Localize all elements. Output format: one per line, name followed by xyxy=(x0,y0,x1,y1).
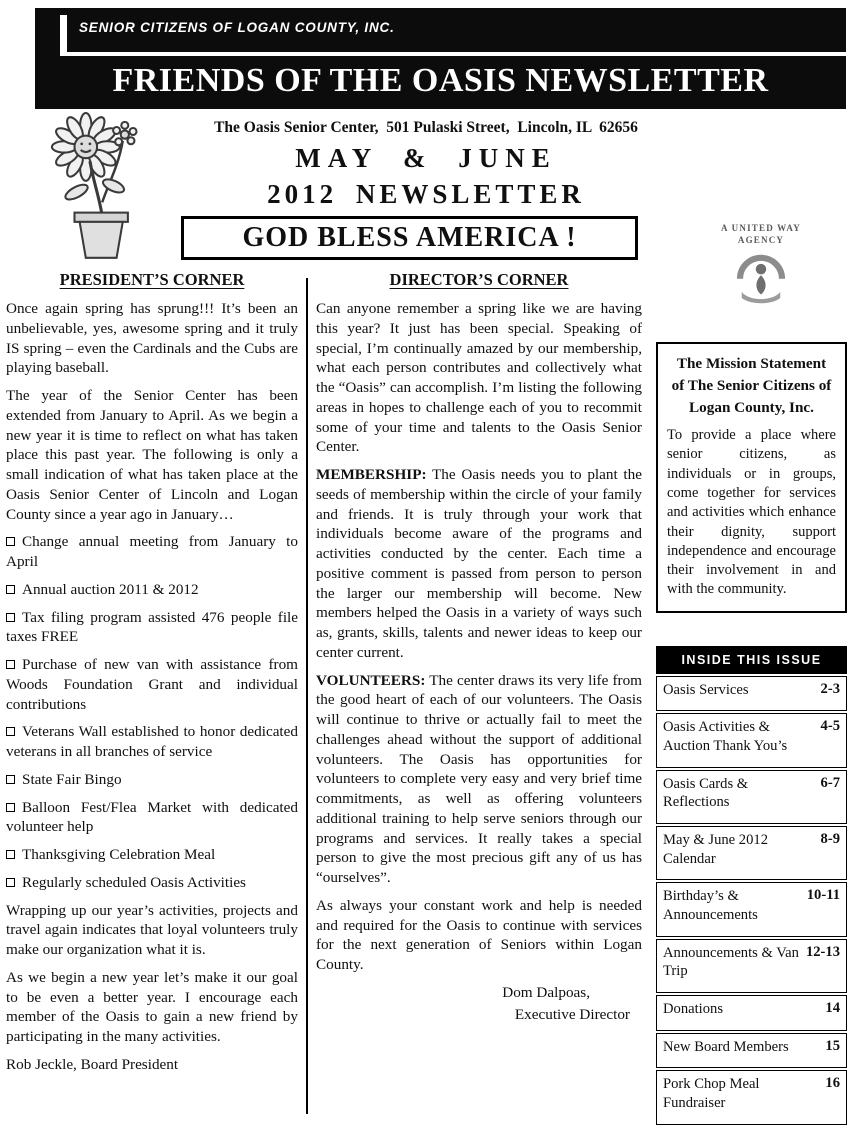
content-columns xyxy=(6,270,847,1114)
issue-month-line: MAY & JUNE xyxy=(295,143,557,173)
united-way-label: A UNITED WAY AGENCY xyxy=(721,223,801,246)
toc-label: Pork Chop Meal Fundraiser xyxy=(663,1076,760,1112)
toc-label: Oasis Services xyxy=(663,681,749,698)
toc-label: Oasis Activities & Auction Thank You’s xyxy=(663,719,788,754)
masthead-divider-rule xyxy=(60,52,846,56)
toc-pages: 15 xyxy=(825,1037,840,1054)
director-signature-title: Executive Director xyxy=(514,1005,630,1023)
bullet-text: Balloon Fest/Flea Market with dedicated volunteer help xyxy=(6,798,298,836)
checkbox-square-icon xyxy=(6,613,15,622)
bullet-item xyxy=(6,655,298,714)
toc-row xyxy=(656,713,847,767)
paragraph: As always your constant work and help is needed and required for the Oasis to continue with services for the next generation of Seniors within Logan County. xyxy=(316,896,642,973)
masthead-accent-bar xyxy=(60,15,67,52)
directors-corner-column xyxy=(316,270,642,1114)
checkbox-square-icon xyxy=(6,537,15,546)
mission-body: To provide a place where senior citizens, as individuals or in groups, come together for services and activities which enhance their dignity, support independence and encourage their involvement in and with the community. xyxy=(667,427,836,598)
checkbox-square-icon xyxy=(6,727,15,736)
column-divider xyxy=(306,278,308,1114)
inside-this-issue xyxy=(656,646,847,1125)
toc-label: Oasis Cards & Reflections xyxy=(663,775,749,811)
toc-pages: 14 xyxy=(825,1000,840,1017)
paragraph: As we begin a new year let’s make it our goal to be even a better year. I encourage each member of the Oasis to gain a new friend by participating in the many activities. xyxy=(6,968,298,1045)
toc-label: Announcements & Van Trip xyxy=(663,944,799,980)
bullet-text: Thanksgiving Celebration Meal xyxy=(22,846,216,863)
paragraph xyxy=(316,465,642,663)
inside-this-issue-heading: INSIDE THIS ISSUE xyxy=(656,646,847,674)
checkbox-square-icon xyxy=(6,660,15,669)
masthead xyxy=(35,8,846,109)
toc-pages: 8-9 xyxy=(820,830,840,847)
section-text: The Oasis needs you to plant the seeds of membership within the circle of your family and friends. It is truly through your work that individuals become aware of the programs and activities conducted by the center. Each time a positive comment is passed from person to person the larger our membership will become. New members helped the Oasis in a variety of ways such as, grants, skills, talents and newer ideas to keep our center current. xyxy=(316,466,642,661)
bullet-item xyxy=(6,798,298,838)
right-rail xyxy=(656,270,847,1114)
toc-row xyxy=(656,882,847,936)
bullet-text: Tax filing program assisted 476 people file taxes FREE xyxy=(6,608,298,646)
god-bless-banner xyxy=(181,216,638,260)
paragraph: The year of the Senior Center has been extended from January to April. As we begin a new year it is time to reflect on what has taken place this past year. The following is only a small indication of what has taken place at the Oasis Senior Center of Lincoln and Logan County since a year ago in January… xyxy=(6,387,298,523)
checkbox-square-icon xyxy=(6,775,15,784)
banner-text: GOD BLESS AMERICA ! xyxy=(242,222,577,253)
issue-year-line: 2012 NEWSLETTER xyxy=(267,179,585,209)
toc-pages: 4-5 xyxy=(820,718,840,735)
toc-row xyxy=(656,939,847,993)
bullet-text: Regularly scheduled Oasis Activities xyxy=(22,873,246,891)
bullet-item xyxy=(6,873,298,893)
toc-pages: 6-7 xyxy=(820,774,840,791)
mission-title-line: Logan County, Inc. xyxy=(689,399,814,417)
bullet-text: Annual auction 2011 & 2012 xyxy=(22,580,199,598)
org-name: SENIOR CITIZENS OF LOGAN COUNTY, INC. xyxy=(79,20,395,35)
toc-pages: 12-13 xyxy=(805,943,840,960)
bullet-item xyxy=(6,845,298,865)
section-label: VOLUNTEERS: xyxy=(316,671,426,689)
paragraph xyxy=(316,671,642,888)
bullet-item xyxy=(6,608,298,648)
toc-row xyxy=(656,995,847,1031)
bullet-item xyxy=(6,532,298,572)
president-signature: Rob Jeckle, Board President xyxy=(6,1055,179,1073)
bullet-item xyxy=(6,580,298,600)
mission-statement-box xyxy=(656,342,847,613)
checkbox-square-icon xyxy=(6,803,15,812)
directors-corner-heading: DIRECTOR’S CORNER xyxy=(389,270,569,289)
toc-label: New Board Members xyxy=(663,1038,789,1055)
presidents-corner-column xyxy=(6,270,298,1114)
toc-pages: 2-3 xyxy=(820,680,840,697)
bullet-text: Change annual meeting from January to April xyxy=(6,533,298,570)
toc-row xyxy=(656,1070,847,1124)
toc-label: Birthday’s & Announcements xyxy=(663,888,758,923)
toc-pages: 16 xyxy=(825,1075,840,1092)
bullet-item xyxy=(6,722,298,762)
toc-row xyxy=(656,770,847,824)
paragraph: Wrapping up our year’s activities, projects and travel again indicates that loyal volunteers truly make our organization what it is. xyxy=(6,901,298,958)
presidents-corner-heading: PRESIDENT’S CORNER xyxy=(59,270,245,289)
toc-row xyxy=(656,676,847,712)
checkbox-square-icon xyxy=(6,585,15,594)
bullet-text: State Fair Bingo xyxy=(22,770,122,788)
toc-label: May & June 2012 Calendar xyxy=(663,831,768,867)
mission-title-line: of The Senior Citizens of xyxy=(671,377,832,395)
toc-label: Donations xyxy=(663,1001,723,1018)
section-text: The center draws its very life from the good heart of each of our volunteers. The Oasis will continue to thrive or actually fail to meet the challenges ahead without the support of additional volunteers. The Oasis has opportunities for volunteers to complete very easy and very brief time commitments, as well as offering volunteers additional training to help serve seniors through our programs and services. It really takes a special person to give the most precious gift any of us has “ourselves”. xyxy=(316,671,642,886)
bullet-item xyxy=(6,770,298,790)
toc-row xyxy=(656,1033,847,1069)
mission-title-line: The Mission Statement xyxy=(676,355,827,372)
paragraph: Can anyone remember a spring like we are having this year? It just has been special. Speaking of special, I’m continually amazed by our membership, what each person contributes and collectively what the “Oasis” can accomplish. I’m listing the following areas in hopes to challenge each of you to recommit some of your time and talents to the Oasis Senior Center. xyxy=(316,300,642,456)
checkbox-square-icon xyxy=(6,878,15,887)
bullet-text: Purchase of new van with assistance from Woods Foundation Grant and individual contributions xyxy=(6,656,298,713)
checkbox-square-icon xyxy=(6,850,15,859)
center-address: The Oasis Senior Center, 501 Pulaski Street, Lincoln, IL 62656 xyxy=(214,119,638,136)
section-label: MEMBERSHIP: xyxy=(316,466,427,483)
toc-row xyxy=(656,826,847,880)
toc-pages: 10-11 xyxy=(806,887,840,904)
paragraph: Once again spring has sprung!!! It’s been an unbelievable, yes, awesome spring and it truly IS spring – even the Cardinals and the Cubs are playing baseball. xyxy=(6,300,298,377)
bullet-text: Veterans Wall established to honor dedicated veterans in all branches of service xyxy=(6,723,298,760)
director-signature-name: Dom Dalpoas, xyxy=(502,983,590,1001)
newsletter-title: FRIENDS OF THE OASIS NEWSLETTER xyxy=(112,62,769,99)
